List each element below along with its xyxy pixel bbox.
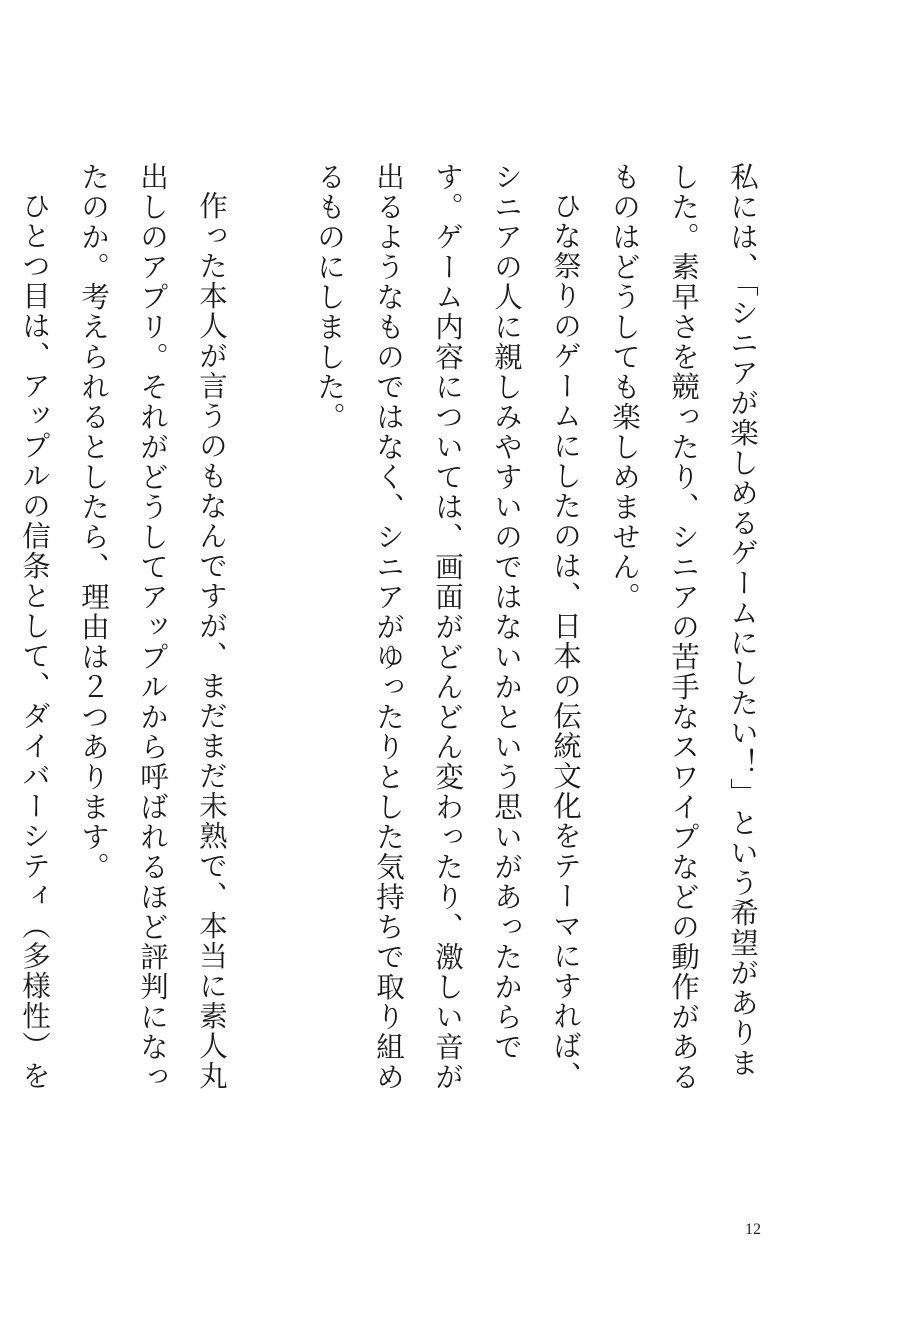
paragraph-4: ひとつ目は、アップルの信条として、ダイバーシティ（多様性）を: [18, 190, 51, 1091]
paragraph-1: 私には、「シニアが楽しめるゲームにしたい！」という希望がありました。素早さを競ったり、シニアの苦手なスワイプなどの動作があるものはどうしても楽しめません。: [608, 162, 759, 1092]
blank-line: [241, 162, 300, 1092]
page-number: 12: [745, 1221, 761, 1238]
vertical-text-body: [0, 162, 772, 1092]
paragraph-3: 作った本人が言うのもなんですが、まだまだ未熟で、本当に素人丸出しのアプリ。それがどうしてアップルから呼ばれるほど評判になったのか。考えられるとしたら、理由は２つあります。: [77, 162, 228, 1092]
paragraph-2: ひな祭りのゲームにしたのは、日本の伝統文化をテーマにすれば、シニアの人に親しみやすいのではないかという思いがあったからです。ゲーム内容については、画面がどんどん変わったり、激しい音が出るようなものではなく、シニアがゆったりとした気持ちで取り組めるものにしました。: [313, 162, 582, 1092]
